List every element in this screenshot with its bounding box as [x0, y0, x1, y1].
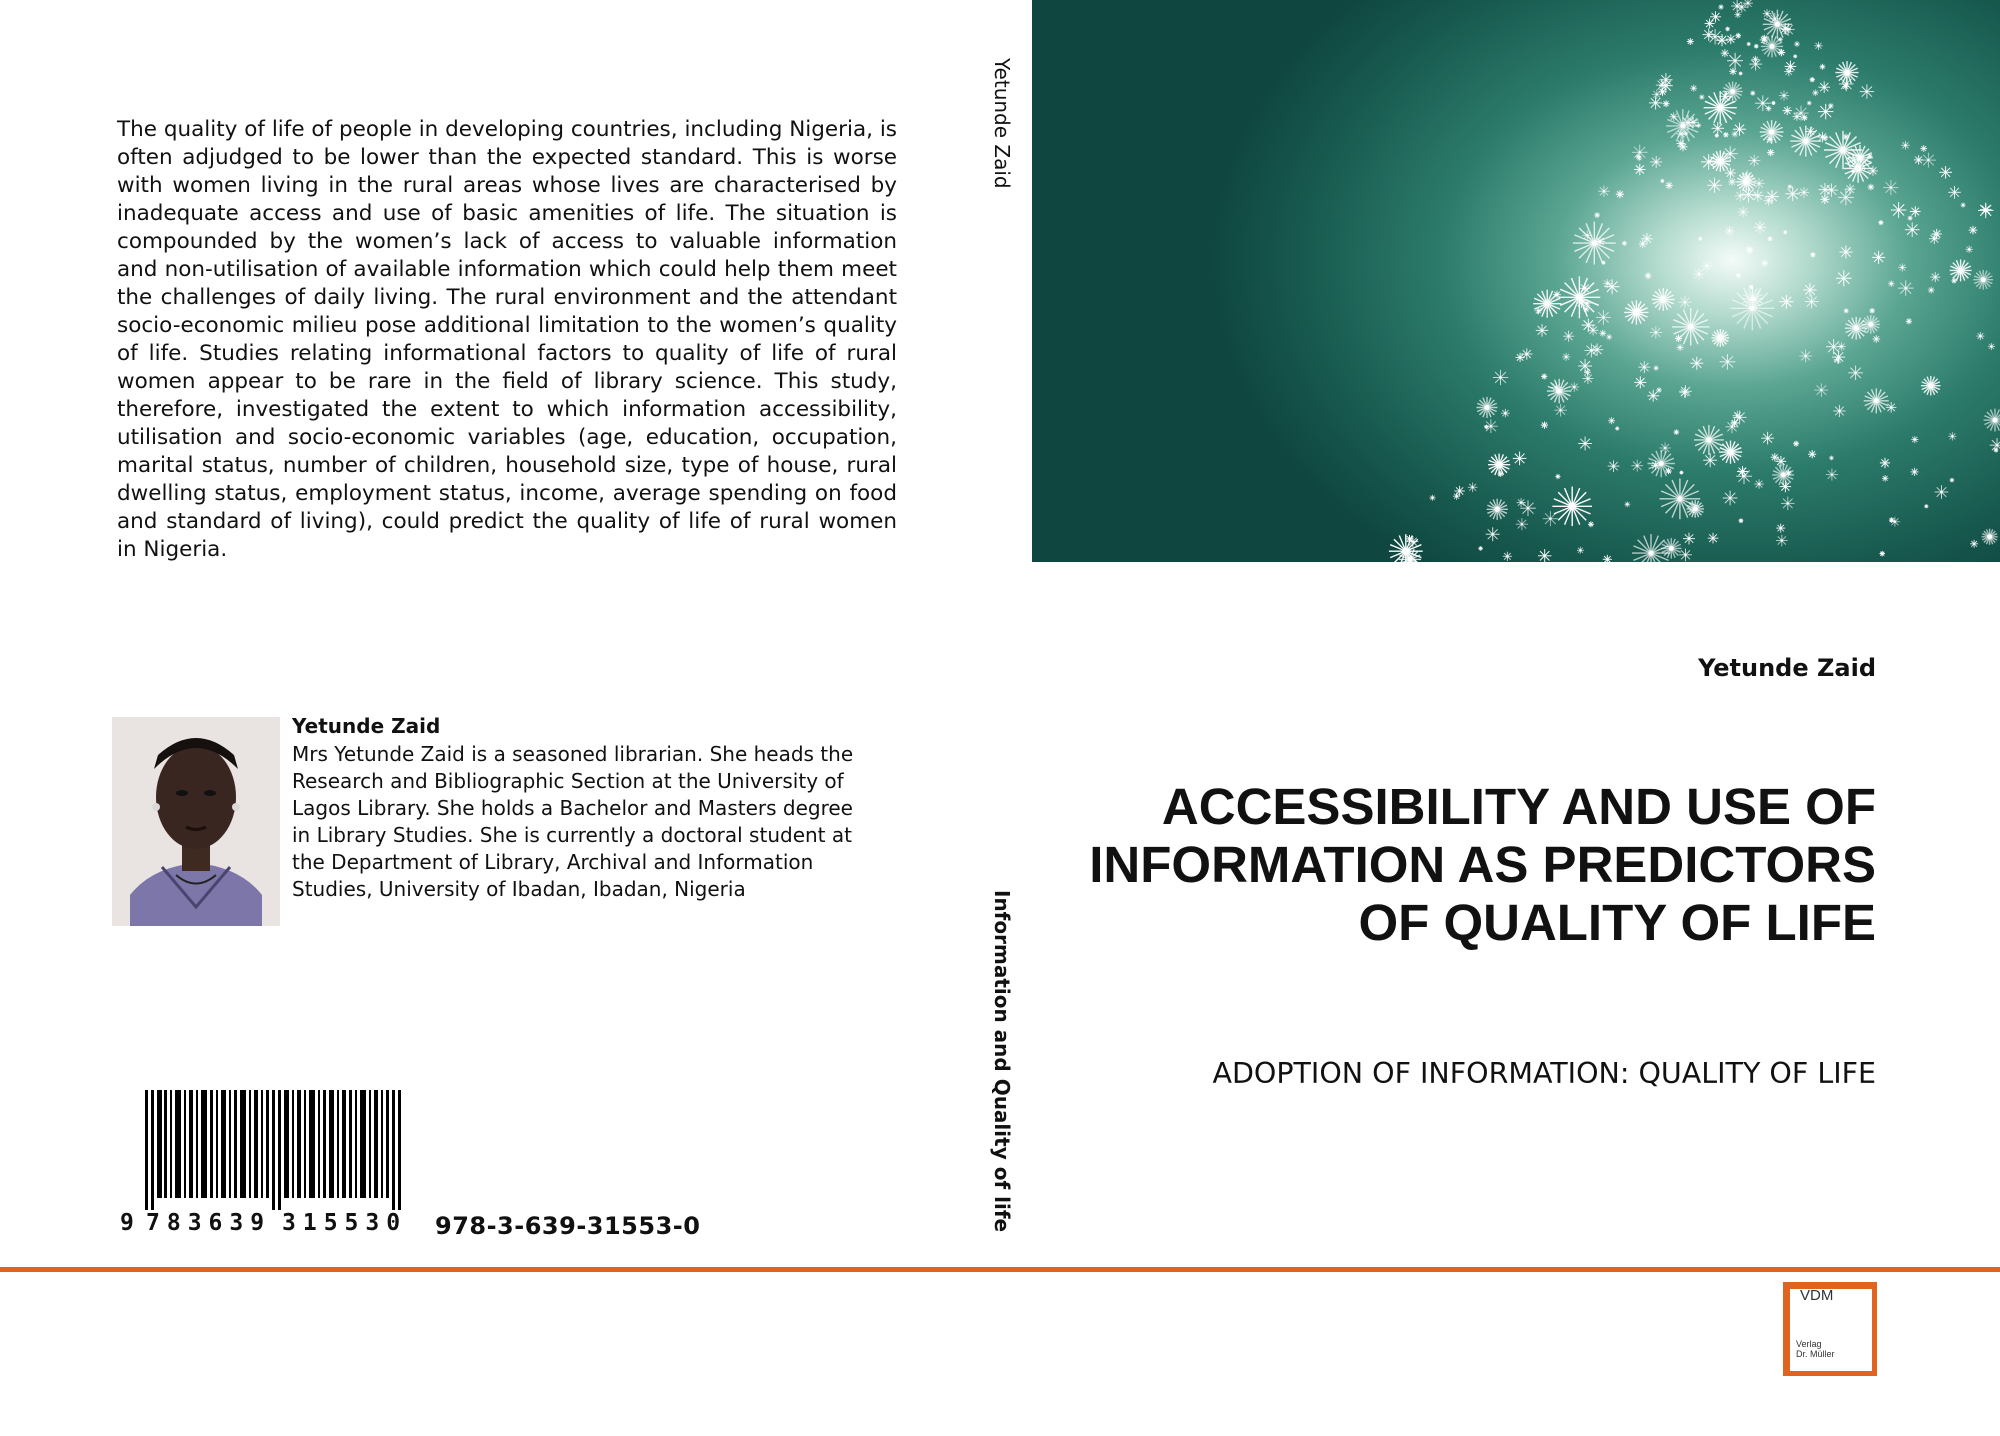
sparkle	[1653, 365, 1659, 371]
sparkle	[1517, 498, 1526, 507]
sparkle	[1737, 466, 1748, 477]
sparkle	[1726, 34, 1736, 44]
sparkle	[1778, 37, 1783, 42]
sparkle	[1829, 456, 1834, 461]
sparkle	[1905, 222, 1920, 237]
sparkle	[1838, 190, 1854, 206]
sparkle	[1878, 220, 1883, 225]
barcode-digits-right: 315530	[282, 1210, 408, 1236]
sparkle	[1679, 549, 1692, 562]
sparkle	[1835, 61, 1858, 84]
sparkle	[1634, 376, 1646, 388]
sparkle	[1690, 357, 1703, 370]
sparkle	[1969, 226, 1978, 235]
sparkle	[1793, 54, 1797, 58]
sparkle	[1842, 83, 1849, 90]
sparkle	[1389, 534, 1423, 562]
sparkle	[1694, 425, 1724, 455]
sparkle	[1921, 153, 1936, 168]
sparkle	[1693, 268, 1705, 280]
sparkle	[1733, 411, 1747, 425]
sparkle	[1588, 521, 1594, 527]
sparkle	[1914, 155, 1923, 164]
sparkle	[1723, 132, 1729, 138]
sparkle	[1839, 246, 1852, 259]
sparkle	[1833, 405, 1845, 417]
sparkle	[1883, 180, 1898, 195]
sparkle	[1734, 11, 1741, 18]
publisher-logo-mark: VDM	[1800, 1287, 1834, 1304]
sparkle	[1771, 101, 1775, 105]
sparkle	[1688, 117, 1699, 128]
sparkle	[1867, 153, 1872, 159]
sparkle	[1911, 436, 1918, 443]
sparkle	[1810, 252, 1815, 257]
front-cover-subtitle: ADOPTION OF INFORMATION: QUALITY OF LIFE	[1212, 1057, 1876, 1090]
sparkle	[1776, 524, 1785, 533]
sparkle	[1608, 417, 1615, 424]
sparkle	[1978, 203, 1994, 219]
sparkle	[1788, 185, 1792, 189]
sparkle	[1541, 422, 1548, 429]
sparkle	[1778, 49, 1786, 57]
sparkle	[1583, 306, 1590, 313]
sparkle	[1825, 184, 1838, 197]
sparkle	[1780, 481, 1792, 493]
sparkle	[1812, 90, 1819, 97]
sparkle	[1736, 172, 1756, 192]
sparkle	[1605, 279, 1620, 294]
sparkle	[1569, 382, 1579, 392]
sparkle	[1716, 34, 1728, 46]
sparkle	[1705, 19, 1715, 29]
sparkle	[1820, 64, 1826, 70]
sparkle	[1708, 533, 1719, 544]
sparkle	[1701, 154, 1717, 169]
sparkle	[1533, 290, 1561, 318]
sparkle	[1950, 478, 1955, 483]
sparkle	[1677, 139, 1686, 147]
sparkle	[1729, 68, 1737, 76]
sparkle	[1608, 460, 1620, 472]
sparkle	[1588, 325, 1598, 335]
sparkle	[1538, 549, 1551, 562]
sparkle	[1541, 373, 1547, 379]
sparkle	[1780, 295, 1794, 309]
sparkle	[1950, 259, 1972, 281]
sparkle	[1554, 404, 1567, 417]
back-cover-blurb: The quality of life of people in developing countries, including Nigeria, is often adjudged to be lower than the expected standard. This is worse with women living in the rural areas whose lives are characterised by inadequate access and use of basic amenities of life. The situation is compounded by the women’s lack of access to valuable information and non-utilisation of available information which could help them meet the challenges of daily living. The rural environment and the attendant socio-economic milieu pose additional limitation to the women’s quality of life. Studies relating informational factors to quality of life of rural women appear to be rare in the field of library science. This study, therefore, investigated the extent to which information accessibility, utilisation and socio-economic variables (age, education, occupation, marital status, number of children, household size, type of house, rural dwelling status, employment status, income, average spending on food and standard of living), could predict the quality of life of rural women in Nigeria.	[117, 117, 897, 562]
sparkle	[1782, 23, 1795, 36]
sparkle	[1805, 295, 1819, 309]
sparkle	[1683, 533, 1695, 545]
sparkle	[1634, 164, 1646, 175]
sparkle	[1739, 518, 1744, 523]
sparkle	[1562, 353, 1570, 361]
sparkle	[1645, 272, 1652, 279]
sparkle	[1818, 81, 1830, 93]
sparkle	[1761, 432, 1774, 445]
sparkle	[1807, 101, 1812, 106]
sparkle	[1555, 474, 1560, 479]
sparkle	[1769, 13, 1781, 25]
sparkle	[1591, 344, 1603, 356]
sparkle	[1547, 379, 1572, 404]
sparkle	[1747, 42, 1751, 46]
sparkle	[1660, 479, 1701, 520]
sparkle	[1741, 187, 1756, 202]
sparkle	[1785, 470, 1791, 476]
sparkle	[1649, 96, 1662, 109]
sparkle	[1948, 432, 1956, 440]
sparkle	[1478, 546, 1483, 551]
sparkle	[1728, 178, 1736, 186]
sparkle	[1622, 241, 1627, 246]
front-cover-author: Yetunde Zaid	[1698, 654, 1876, 682]
sparkle	[1948, 186, 1961, 199]
sparkle	[1939, 166, 1952, 179]
sparkle	[1771, 453, 1779, 461]
sparkle	[1970, 540, 1978, 548]
sparkle	[1720, 354, 1736, 370]
spine-title: Information and Quality of life	[990, 890, 1014, 1233]
sparkle	[1794, 41, 1800, 47]
sparkle	[1984, 409, 2000, 432]
sparkle	[1738, 207, 1749, 218]
orange-divider	[0, 1267, 2000, 1272]
sparkle	[1994, 448, 1999, 453]
sparkle	[1468, 483, 1478, 493]
sparkle	[1890, 517, 1900, 527]
sparkle	[1543, 511, 1558, 526]
sparkle	[1921, 376, 1941, 396]
sparkle	[1615, 426, 1620, 431]
sparkle	[1584, 369, 1591, 376]
author-photo	[112, 717, 280, 926]
sparkle	[1503, 552, 1512, 561]
sparkle	[1661, 538, 1681, 559]
sparkle	[1748, 155, 1760, 167]
sparkle	[1767, 149, 1774, 156]
barcode-digits-left: 783639	[146, 1210, 272, 1236]
sparkle	[1652, 288, 1675, 311]
sparkle	[1882, 475, 1889, 482]
sparkle	[1872, 251, 1885, 264]
sparkle	[1578, 437, 1592, 451]
sparkle	[1650, 156, 1662, 168]
sparkle	[1820, 195, 1829, 204]
sparkle	[1663, 100, 1670, 107]
sparkle	[1638, 361, 1650, 373]
sparkle	[1843, 134, 1850, 141]
sparkle	[1886, 402, 1897, 413]
sparkle	[1476, 397, 1497, 418]
sparkle	[1639, 240, 1647, 248]
sparkle	[1754, 44, 1759, 49]
sparkle	[1429, 495, 1435, 501]
sparkle	[1660, 179, 1664, 183]
sparkle	[1710, 151, 1731, 172]
sparkle	[1726, 420, 1739, 433]
sparkle	[1493, 370, 1508, 385]
bio-text: Mrs Yetunde Zaid is a seasoned librarian. She heads the Research and Bibliographic Section at the University of Lagos Library. She holds a Bachelor and Masters degree in Library Studies. She is currently a doctoral student at the Department of Library, Archival and Information Studies, University of Ibadan, Ibadan, Nigeria	[292, 742, 854, 901]
sparkle	[1790, 126, 1821, 157]
sparkle	[1501, 409, 1510, 418]
sparkle	[1763, 9, 1772, 18]
sparkle	[1976, 332, 1984, 340]
sparkle	[1632, 304, 1644, 316]
sparkle	[1803, 283, 1817, 296]
sparkle	[1641, 233, 1653, 244]
sparkle	[1761, 260, 1768, 267]
publisher-logo-text	[1796, 1339, 1835, 1359]
sparkle	[1551, 382, 1562, 393]
sparkle	[1484, 419, 1498, 433]
sparkle	[1725, 27, 1730, 32]
sparkle	[1862, 315, 1881, 334]
sparkle	[1888, 280, 1895, 287]
sparkle	[1754, 221, 1766, 233]
sparkle	[1808, 450, 1816, 458]
sparkle	[1669, 112, 1678, 121]
sparkle	[1810, 77, 1815, 82]
sparkle	[1578, 359, 1592, 373]
barcode	[140, 1090, 408, 1210]
sparkle	[1935, 485, 1949, 499]
sparkle	[1868, 184, 1875, 191]
sparkle	[1929, 233, 1940, 244]
sparkle	[1486, 527, 1500, 541]
sparkle	[1864, 388, 1889, 413]
publisher-line-1: Verlag	[1796, 1339, 1822, 1349]
sparkle	[1559, 276, 1601, 318]
sparkle	[1599, 330, 1606, 337]
sparkle	[1487, 499, 1508, 520]
sparkle	[1801, 115, 1807, 121]
sparkle	[1656, 79, 1669, 92]
sparkle	[1911, 468, 1919, 476]
sparkle	[1785, 61, 1797, 73]
sparkle	[1910, 206, 1921, 217]
sparkle	[1906, 318, 1912, 324]
sparkle	[1698, 237, 1702, 241]
sparkle	[1799, 187, 1810, 198]
sparkle	[1924, 504, 1928, 508]
sparkle	[1898, 280, 1914, 295]
sparkle	[1699, 94, 1705, 100]
sparkle	[1603, 555, 1612, 562]
sparkle	[1901, 141, 1910, 150]
sparkle	[1920, 145, 1927, 152]
sparkle	[1814, 42, 1822, 50]
sparkle	[1928, 287, 1935, 294]
spine-author: Yetunde Zaid	[990, 58, 1014, 189]
sparkle	[1961, 203, 1966, 208]
sparkle	[1930, 272, 1940, 282]
sparkle	[1520, 500, 1536, 516]
sparkle	[1781, 497, 1795, 511]
sparkle	[1783, 230, 1787, 234]
sparkle	[1739, 72, 1743, 76]
sparkle	[1679, 388, 1689, 398]
sparkle	[1873, 335, 1881, 343]
sparkle	[1648, 450, 1675, 477]
bio-author-name: Yetunde Zaid	[292, 714, 441, 738]
sparkle	[1679, 296, 1692, 309]
sparkle	[1516, 518, 1528, 530]
sparkle	[1965, 246, 1973, 254]
sparkle	[1736, 273, 1741, 278]
sparkle	[1665, 182, 1673, 190]
sparkle	[1845, 317, 1868, 340]
sparkle	[1988, 343, 1995, 350]
sparkle	[1736, 468, 1752, 484]
sparkle	[1573, 222, 1616, 265]
sparkle	[1676, 344, 1683, 351]
sparkle	[1707, 178, 1722, 193]
sparkle	[1836, 270, 1852, 286]
sparkle	[1730, 286, 1774, 330]
sparkle	[1579, 283, 1590, 294]
sparkle	[1750, 91, 1755, 96]
sparkle	[1815, 383, 1829, 397]
isbn-number: 978-3-639-31553-0	[435, 1212, 701, 1240]
sparkle	[1598, 186, 1609, 198]
sparkle	[1880, 458, 1890, 468]
sparkle	[1767, 136, 1774, 143]
sparkle	[1880, 551, 1886, 557]
sparkle	[1594, 212, 1600, 218]
sparkle	[1793, 112, 1802, 121]
sparkle	[1869, 308, 1875, 314]
sparkle	[1768, 236, 1773, 241]
sparkle	[1719, 441, 1742, 464]
sparkle	[1753, 178, 1764, 189]
sparkle	[1715, 134, 1719, 138]
sparkle	[1650, 326, 1663, 339]
sparkle	[1780, 23, 1792, 35]
sparkle	[1703, 453, 1717, 467]
sparkle	[1826, 469, 1838, 481]
sparkle	[1951, 278, 1956, 284]
sparkle	[1766, 190, 1779, 203]
sparkle	[1973, 270, 1993, 290]
sparkle	[1754, 479, 1764, 489]
sparkle	[1735, 190, 1746, 201]
sparkle	[1596, 310, 1611, 325]
sparkle	[1690, 85, 1697, 92]
sparkle	[1746, 246, 1754, 254]
sparkle	[1844, 308, 1849, 313]
sparkle	[1721, 49, 1729, 57]
sparkle	[1674, 429, 1680, 435]
sparkle	[1776, 535, 1788, 547]
sparkle	[1723, 491, 1738, 506]
sparkle	[1727, 53, 1743, 69]
sparkle	[1675, 335, 1682, 342]
sparkle	[1898, 263, 1906, 271]
sparkle	[1794, 106, 1809, 121]
sparkle	[1723, 82, 1743, 102]
sparkle	[1710, 11, 1721, 22]
sparkle	[1848, 366, 1863, 381]
front-cover-title: ACCESSIBILITY AND USE OF INFORMATION AS PREDICTORS OF QUALITY OF LIFE	[1089, 778, 1876, 951]
barcode-digit-prefix: 9	[120, 1210, 134, 1236]
sparkle	[1454, 486, 1464, 496]
sparkle	[1679, 471, 1683, 475]
sparkle	[1828, 103, 1834, 109]
sparkle	[1718, 4, 1723, 9]
sparkle	[1799, 350, 1812, 363]
sparkle	[1851, 169, 1855, 173]
publisher-line-2: Dr. Müller	[1796, 1349, 1835, 1359]
sparkle	[1793, 441, 1799, 447]
sparkle	[1563, 331, 1574, 342]
sparkle	[1536, 324, 1548, 337]
sparkle	[1779, 91, 1789, 101]
sparkle	[1552, 487, 1592, 526]
sparkle	[1832, 351, 1845, 364]
sparkle	[1982, 529, 1998, 545]
sparkle	[1731, 0, 1743, 12]
sparkle	[1785, 187, 1800, 202]
sparkle	[1891, 202, 1907, 218]
sparkle	[1616, 190, 1624, 198]
sparkle	[1631, 460, 1643, 472]
sparkle	[1725, 226, 1735, 236]
sparkle	[1860, 84, 1875, 99]
sparkle	[1704, 91, 1737, 124]
sparkle	[1513, 452, 1527, 466]
sparkle	[1687, 38, 1694, 45]
sparkle	[1783, 106, 1792, 115]
sparkle	[1749, 58, 1762, 71]
sparkle	[1868, 166, 1878, 176]
sparkle	[1725, 168, 1736, 179]
sparkle	[1711, 329, 1729, 347]
sparkle	[1735, 33, 1741, 39]
sparkle	[1606, 334, 1612, 340]
sparkle	[1577, 547, 1584, 554]
sparkle	[1488, 454, 1510, 476]
sparkle	[1712, 122, 1725, 135]
cover-art-sparkles	[1032, 0, 2000, 562]
sparkle	[1624, 501, 1630, 507]
sparkle	[1908, 216, 1913, 221]
sparkle	[1521, 348, 1532, 359]
